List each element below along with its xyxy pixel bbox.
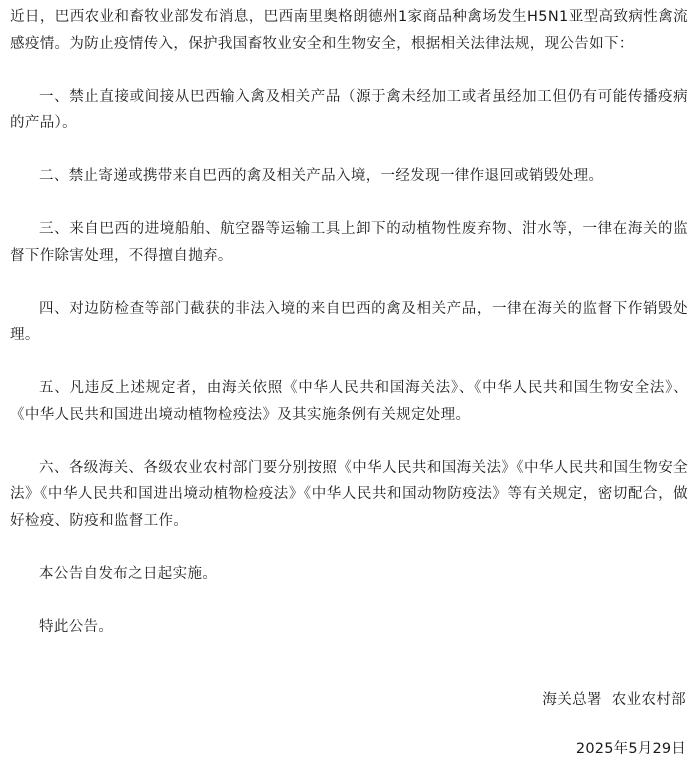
item-paragraph-6: 六、各级海关、各级农业农村部门要分别按照《中华人民共和国海关法》《中华人民共和国生物安全法》《中华人民共和国进出境动植物检疫法》《中华人民共和国动物防疫法》等有关规定，密切配合，做好检疫、防疫和监督工作。 <box>10 459 688 529</box>
item-paragraph-3: 三、来自巴西的进境船舶、航空器等运输工具上卸下的动植物性废弃物、泔水等，一律在海关的监督下作除害处理，不得擅自抛弃。 <box>10 221 688 264</box>
item-paragraph-2: 二、禁止寄递或携带来自巴西的禽及相关产品入境，一经发现一律作退回或销毁处理。 <box>39 168 604 184</box>
effective-date-paragraph: 本公告自发布之日起实施。 <box>39 565 218 582</box>
intro-paragraph: 近日，巴西农业和畜牧业部发布消息，巴西南里奥格朗德州1家商品种禽场发生H5N1亚型高致病性禽流感疫情。为防止疫情传入，保护我国畜牧业安全和生物安全，根据相关法律法规，现公告如下： <box>10 9 688 52</box>
item-paragraph-5: 五、凡违反上述规定者，由海关依照《中华人民共和国海关法》、《中华人民共和国生物安全法》、《中华人民共和国进出境动植物检疫法》及其实施条例有关规定处理。 <box>10 380 688 423</box>
closing-paragraph: 特此公告。 <box>39 618 114 635</box>
item-paragraph-1: 一、禁止直接或间接从巴西输入禽及相关产品（源于禽未经加工或者虽经加工但仍有可能传播疫病的产品）。 <box>10 88 688 131</box>
issuer-signature: 海关总署 农业农村部 <box>542 692 686 708</box>
issue-date: 2025年5月29日 <box>575 741 686 757</box>
item-paragraph-4: 四、对边防检查等部门截获的非法入境的来自巴西的禽及相关产品，一律在海关的监督下作销毁处理。 <box>10 300 688 343</box>
